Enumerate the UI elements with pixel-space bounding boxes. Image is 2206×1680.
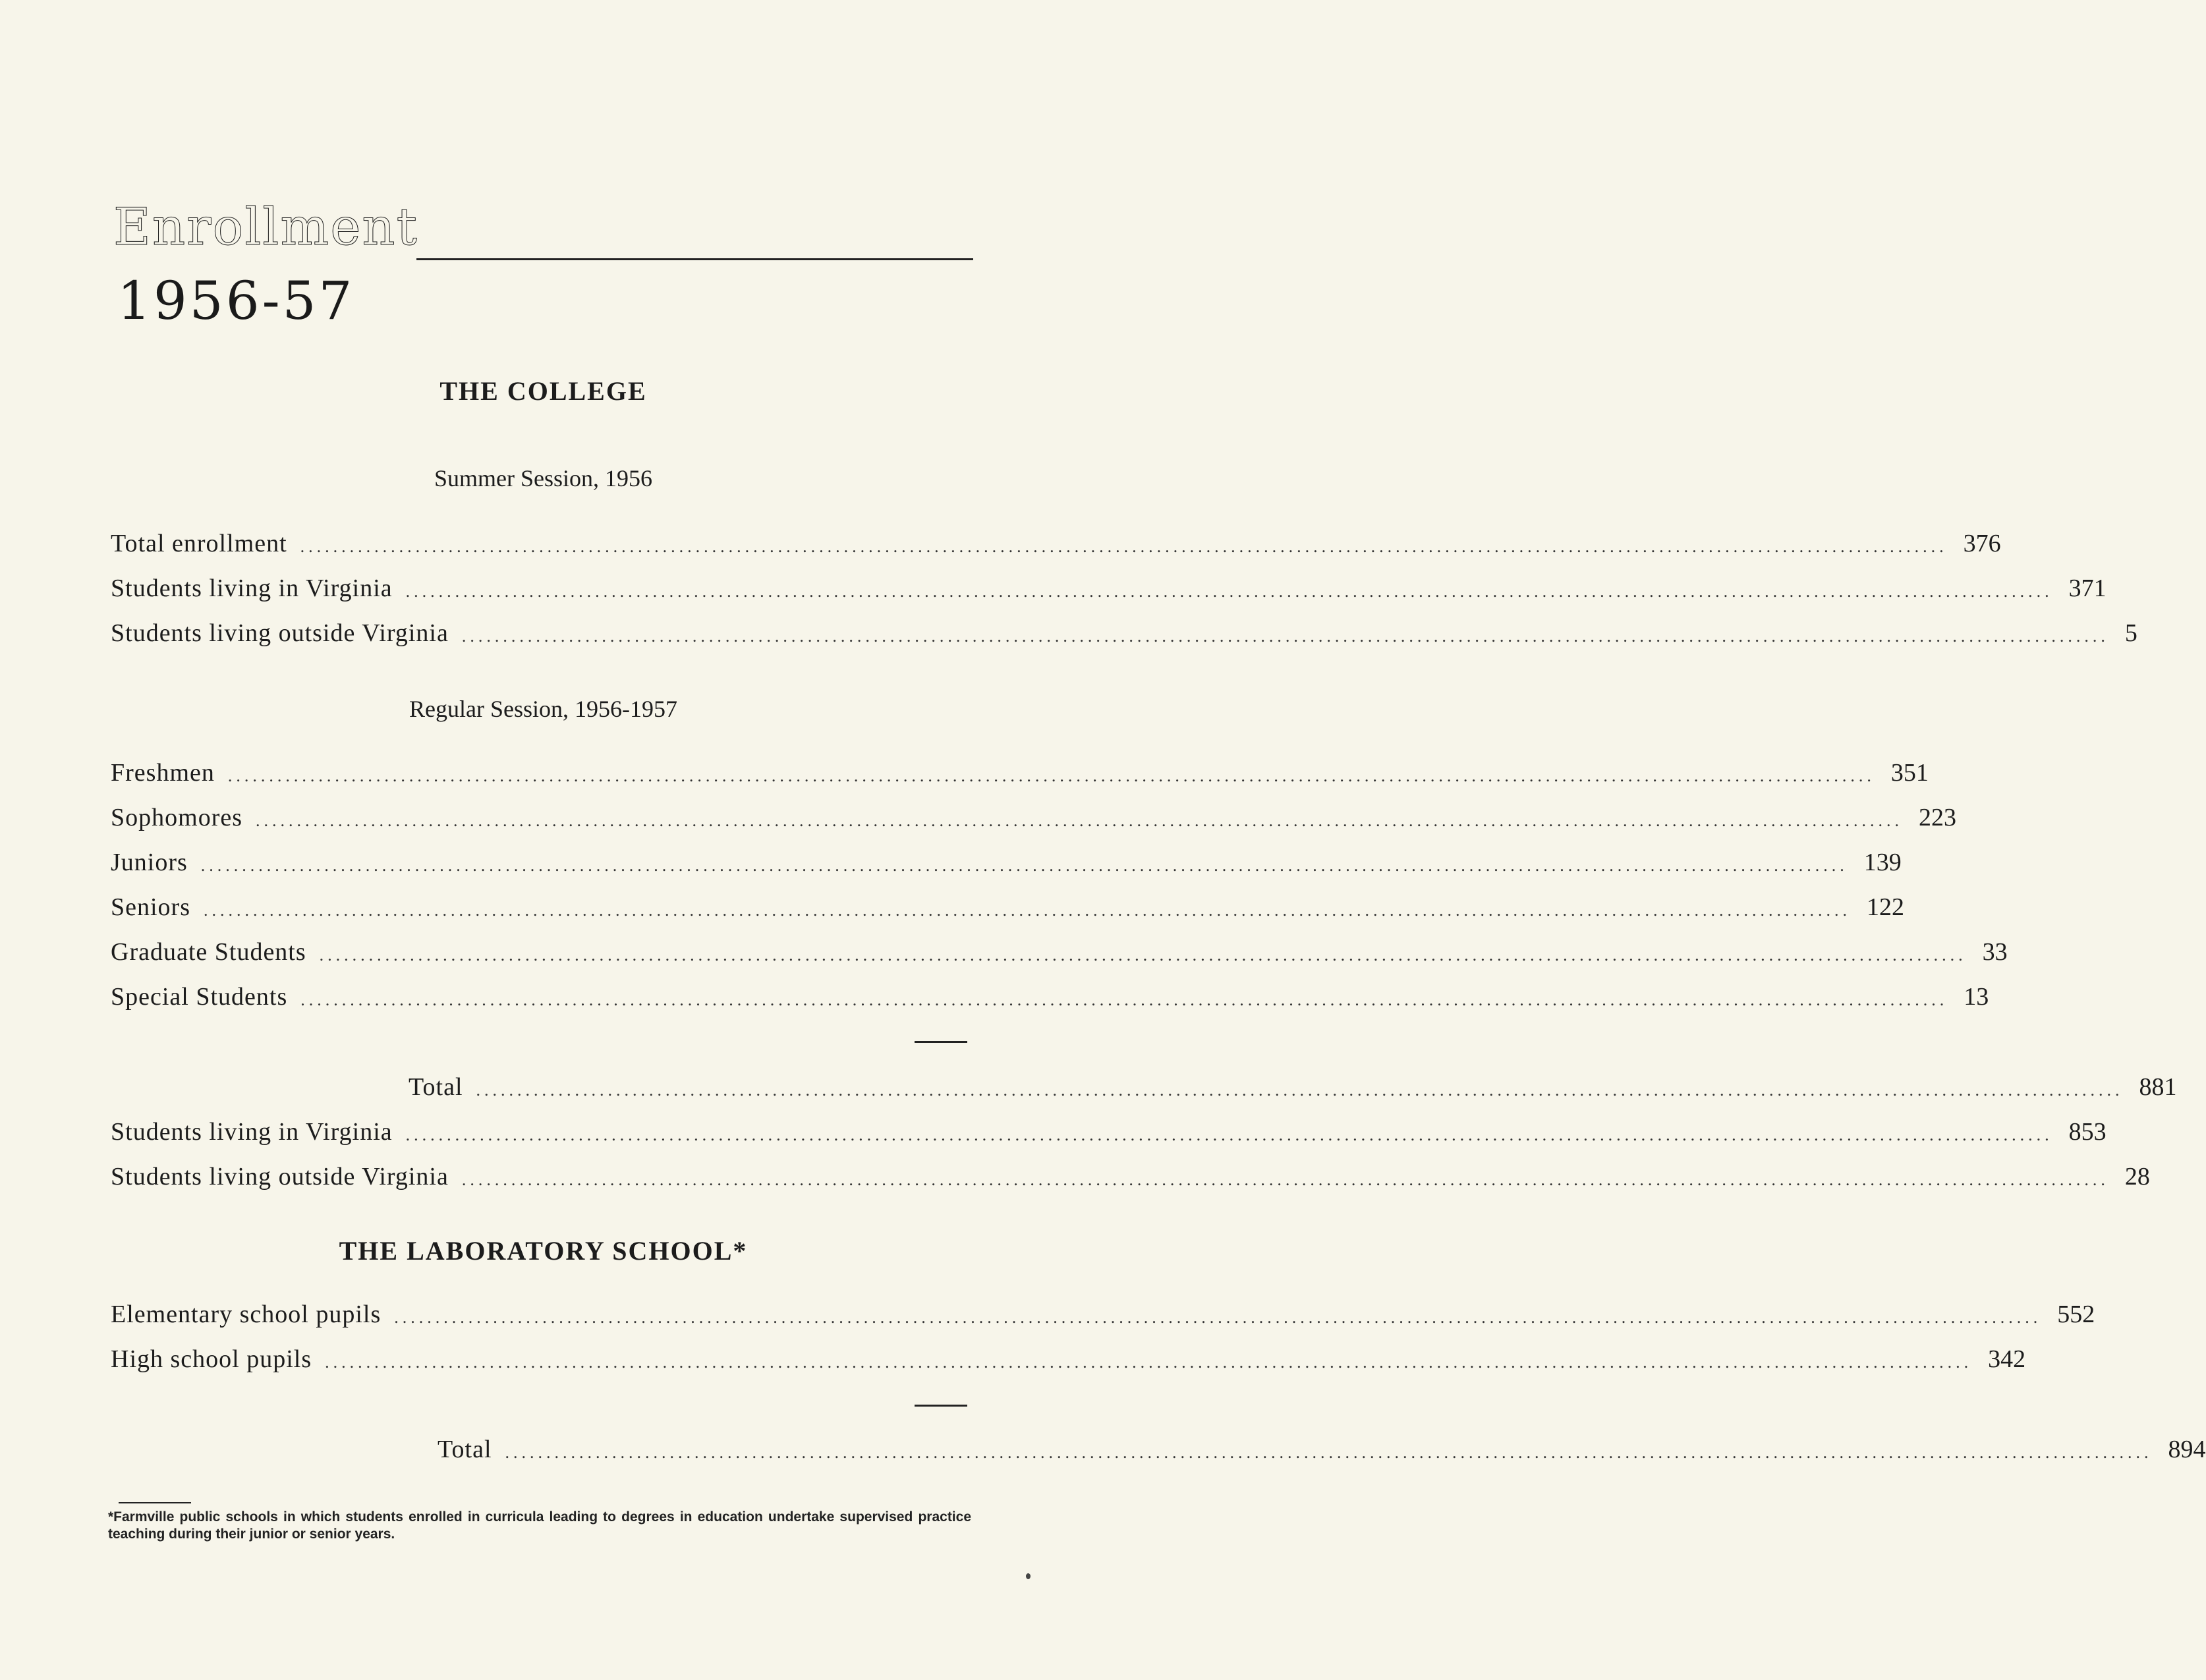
row-label: Graduate Students — [111, 938, 306, 966]
sum-rule — [915, 1405, 967, 1407]
footnote-rule — [119, 1502, 191, 1503]
lab-total-row — [111, 1433, 2206, 1466]
row-value: 33 — [1982, 938, 2008, 966]
row-value: 853 — [2068, 1118, 2107, 1146]
summer-total-row — [111, 527, 2001, 560]
footnote: *Farmville public schools in which students enrolled in curricula leading to degrees in education undertake supervised practice teaching during their junior or senior years. — [108, 1509, 971, 1542]
total-value: 881 — [2139, 1073, 2177, 1101]
row-value: 5 — [2124, 619, 2137, 647]
row-label: Students living outside Virginia — [111, 619, 449, 647]
high-school-pupils-row — [111, 1343, 2026, 1376]
row-value: 139 — [1863, 849, 1902, 876]
row-value: 223 — [1919, 804, 1956, 831]
freshmen-row — [111, 756, 1929, 789]
page-header — [113, 198, 973, 349]
regular-outside-row — [111, 1160, 2150, 1193]
row-value: 342 — [1988, 1345, 2026, 1373]
elementary-pupils-row — [111, 1298, 2095, 1331]
regular-virginia-row — [111, 1115, 2107, 1148]
leader-dots: ........................................................................................................................................................................................................ — [405, 582, 2053, 601]
row-label: Elementary school pupils — [111, 1301, 382, 1328]
laboratory-school-heading: THE LABORATORY SCHOOL* — [339, 1236, 748, 1266]
total-label: Total — [409, 1073, 463, 1101]
page-year: 1956-57 — [117, 270, 355, 331]
regular-session-heading: Regular Session, 1956-1957 — [409, 696, 677, 722]
print-speck — [1026, 1573, 1031, 1579]
regular-total-row — [111, 1071, 2177, 1104]
row-value: 13 — [1964, 983, 1989, 1011]
row-value: 376 — [1963, 530, 2001, 557]
row-label: Juniors — [111, 849, 188, 876]
leader-dots: ........................................................................................................................................................................................................ — [319, 945, 1967, 965]
summer-virginia-row — [111, 572, 2107, 605]
row-value: 351 — [1890, 759, 1929, 787]
leader-dots: ........................................................................................................................................................................................................ — [325, 1353, 1973, 1372]
row-label: High school pupils — [111, 1345, 312, 1373]
row-value: 28 — [2124, 1163, 2150, 1190]
row-label: Freshmen — [111, 759, 215, 787]
leader-dots: ........................................................................................................................................................................................................ — [256, 811, 1903, 830]
summer-session-heading: Summer Session, 1956 — [434, 465, 652, 491]
row-value: 122 — [1867, 893, 1904, 921]
juniors-row — [111, 846, 1902, 879]
total-label: Total — [438, 1436, 492, 1463]
row-label: Total enrollment — [111, 530, 287, 557]
special-students-row — [111, 980, 1989, 1013]
leader-dots: ........................................................................................................................................................................................................ — [300, 537, 1948, 556]
page-title: Enrollment — [113, 198, 419, 257]
row-label: Students living in Virginia — [111, 1118, 393, 1146]
sum-rule — [915, 1041, 967, 1043]
leader-dots: ........................................................................................................................................................................................................ — [476, 1080, 2124, 1100]
sophomores-row — [111, 801, 1956, 834]
leader-dots: ........................................................................................................................................................................................................ — [200, 856, 1848, 875]
row-label: Students living outside Virginia — [111, 1163, 449, 1190]
row-label: Sophomores — [111, 804, 242, 831]
row-value: 371 — [2068, 574, 2107, 602]
leader-dots: ........................................................................................................................................................................................................ — [300, 990, 1948, 1009]
title-rule — [416, 258, 973, 260]
college-heading: THE COLLEGE — [439, 376, 647, 406]
leader-dots: ........................................................................................................................................................................................................ — [405, 1125, 2053, 1144]
leader-dots: ........................................................................................................................................................................................................ — [394, 1308, 2042, 1327]
total-value: 894 — [2168, 1436, 2206, 1463]
row-label: Special Students — [111, 983, 288, 1011]
summer-outside-row — [111, 617, 2137, 650]
leader-dots: ........................................................................................................................................................................................................ — [227, 766, 1875, 785]
leader-dots: ........................................................................................................................................................................................................ — [505, 1443, 2153, 1462]
leader-dots: ........................................................................................................................................................................................................ — [461, 1170, 2109, 1189]
graduate-students-row — [111, 936, 2008, 968]
leader-dots: ........................................................................................................................................................................................................ — [461, 627, 2109, 646]
row-label: Students living in Virginia — [111, 574, 393, 602]
row-label: Seniors — [111, 893, 190, 921]
row-value: 552 — [2057, 1301, 2095, 1328]
seniors-row — [111, 891, 1904, 924]
leader-dots: ........................................................................................................................................................................................................ — [204, 901, 1851, 920]
